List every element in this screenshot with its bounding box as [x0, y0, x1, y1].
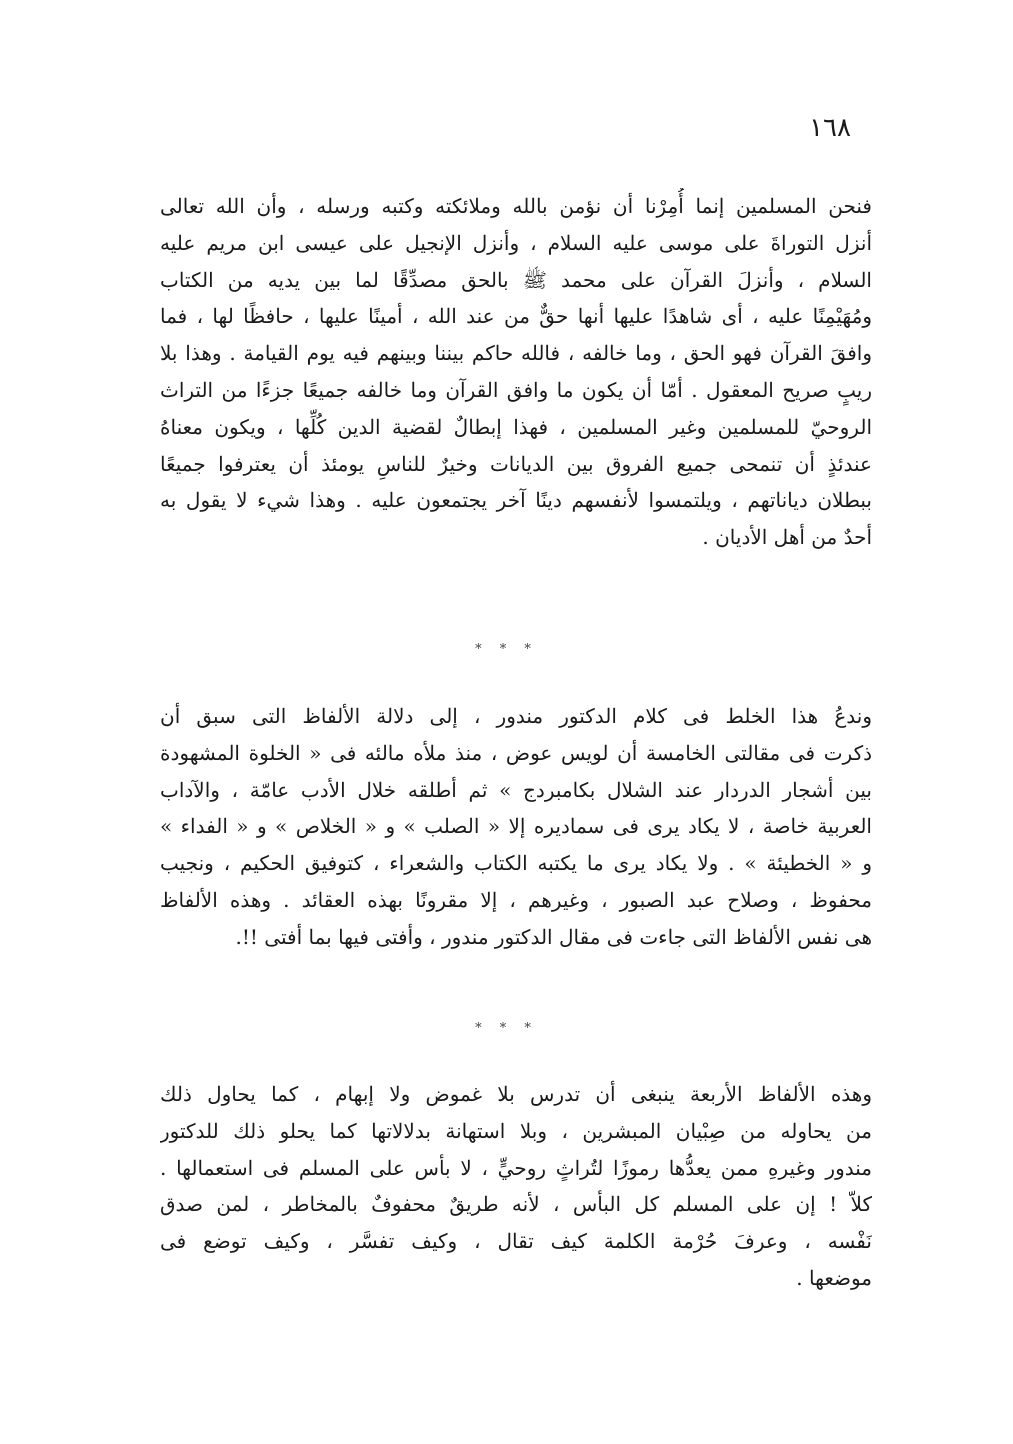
text-line: موضعها .	[796, 1265, 872, 1290]
text-line: العربية خاصة ، لا يكاد يرى فى سماديره إلا « الصلب » و « الخلاص » و « الفداء »	[160, 814, 872, 839]
text-line: كلاّ ! إن على المسلم كل البأس ، لأنه طريقٌ محفوفٌ بالمخاطر ، لمن صدق	[160, 1192, 872, 1217]
text-line: نَفْسه ، وعرفَ حُرْمة الكلمة كيف تقال ، وكيف تفسَّر ، وكيف توضع فى	[160, 1229, 872, 1254]
text-line: ببطلان دياناتهم ، ويلتمسوا لأنفسهم دينًا آخر يجتمعون عليه . وهذا شيء لا يقول به	[160, 488, 872, 513]
text-line: أنزل التوراةَ على موسى عليه السلام ، وأنزل الإنجيل على عيسى ابن مريم عليه	[160, 230, 872, 255]
page-number: ١٦٨	[809, 113, 851, 143]
text-line: من يحاوله من صِبْيان المبشرين ، وبلا استهانة بدلالاتها كما يحلو ذلك للدكتور	[160, 1118, 872, 1143]
text-line: ومُهَيْمِنًا عليه ، أى شاهدًا عليها أنها حقٌّ من عند الله ، أمينًا عليها ، حافظًا لها ، فما	[160, 304, 872, 329]
text-line: الروحيّ للمسلمين وغير المسلمين ، فهذا إبطالٌ لقضية الدين كُلِّها ، ويكون معناهُ	[160, 414, 872, 439]
section-separator: * * *	[475, 1021, 538, 1036]
text-line: و « الخطيئة » . ولا يكاد يرى ما يكتبه الكتاب والشعراء ، كتوفيق الحكيم ، ونجيب	[160, 851, 872, 876]
text-line: محفوظ ، وصلاح عبد الصبور ، وغيرهم ، إلا مقرونًا بهذه العقائد . وهذه الألفاظ	[160, 887, 872, 912]
text-line: بين أشجار الدردار عند الشلال بكامبردج » ثم أطلقه خلال الأدب عامّة ، والآداب	[160, 777, 872, 802]
text-line: عندئذٍ أن تنمحى جميع الفروق بين الديانات وخيرٌ للناسِ يومئذ أن يعترفوا جميعًا	[160, 451, 872, 476]
text-line: فنحن المسلمين إنما أُمِرْنا أن نؤمن بالله وملائكته وكتبه ورسله ، وأن الله تعالى	[160, 194, 872, 218]
section-separator: * * *	[475, 642, 538, 657]
text-line: ذكرت فى مقالتى الخامسة أن لويس عوض ، منذ ملأه مالئه فى « الخلوة المشهودة	[160, 740, 872, 765]
text-line: ريبٍ صريح المعقول . أمّا أن يكون ما وافق القرآن وما خالفه جميعًا جزءًا من التراث	[160, 377, 872, 402]
text-line: أحدٌ من أهل الأديان .	[702, 525, 872, 550]
paragraph-2	[160, 698, 872, 956]
text-line: مندور وغيرهِ ممن يعدُّها رموزًا لتُراثٍ روحيٍّ ، لا بأس على المسلم فى استعمالها .	[160, 1155, 872, 1180]
paragraph-1	[160, 188, 872, 556]
text-line: هى نفس الألفاظ التى جاءت فى مقال الدكتور مندور ، وأفتى فيها بما أفتى !!.	[235, 924, 872, 949]
paragraph-3	[160, 1076, 872, 1297]
text-line: السلام ، وأنزلَ القرآن على محمد ﷺ بالحق مصدِّقًا لما بين يديه من الكتاب	[160, 267, 872, 292]
text-line: وهذه الألفاظ الأربعة ينبغى أن تدرس بلا غموض ولا إبهام ، كما يحاول ذلك	[160, 1082, 872, 1106]
text-line: وافقَ القرآن فهو الحق ، وما خالفه ، فالله حاكم بيننا وبينهم فيه يوم القيامة . وهذا بلا	[160, 341, 872, 366]
text-line: وندعُ هذا الخلط فى كلام الدكتور مندور ، إلى دلالة الألفاظ التى سبق أن	[160, 704, 872, 728]
